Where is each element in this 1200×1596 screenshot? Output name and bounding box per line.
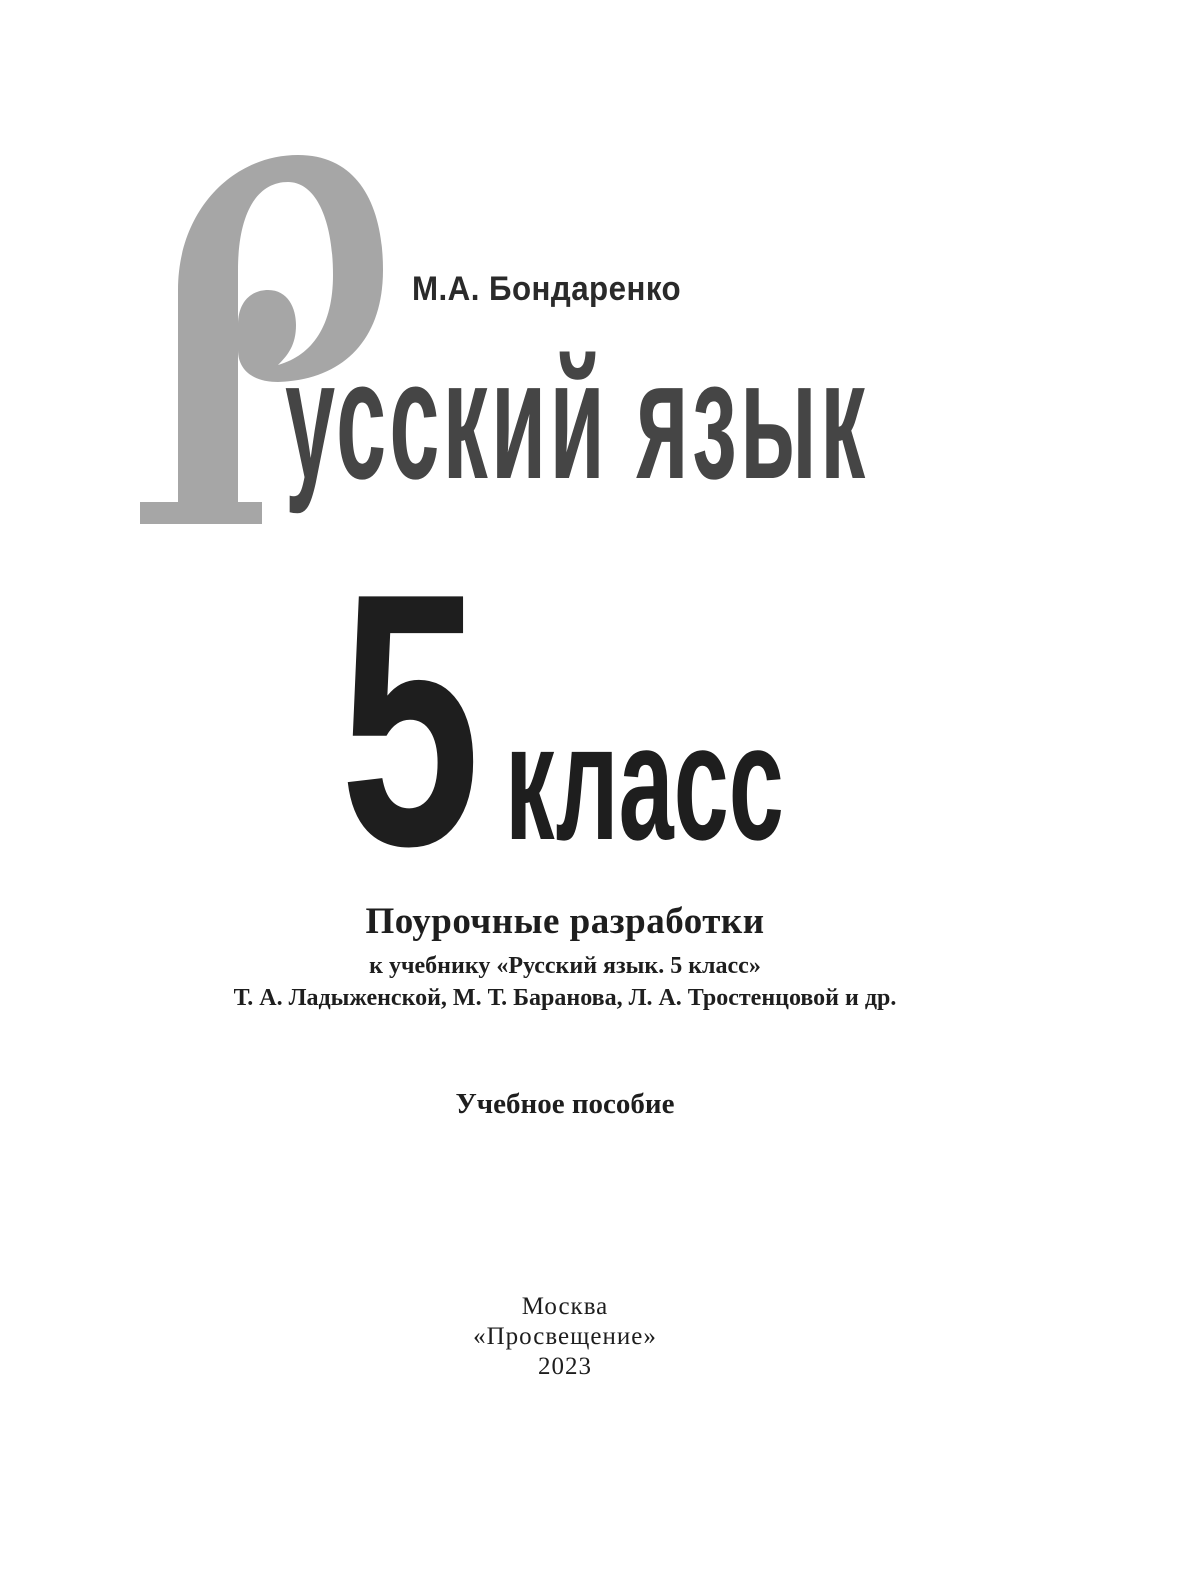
imprint-city: Москва [521,1293,609,1320]
publication-type: Учебное пособие [455,1088,675,1120]
subtitle-main: Поурочные разработки [365,901,765,942]
imprint-year: 2023 [538,1353,592,1380]
grade-word: класс [505,690,784,874]
grade-number: 5 [340,519,481,921]
imprint-publisher: «Просвещение» [473,1323,657,1350]
subtitle-textbook: к учебнику «Русский язык. 5 класс» [369,953,761,979]
subtitle-authors: Т. А. Ладыженской, М. Т. Баранова, Л. А. Тростенцовой и др. [233,985,897,1011]
author-name: М.А. Бондаренко [412,270,682,308]
book-title: усский язык [285,325,869,515]
